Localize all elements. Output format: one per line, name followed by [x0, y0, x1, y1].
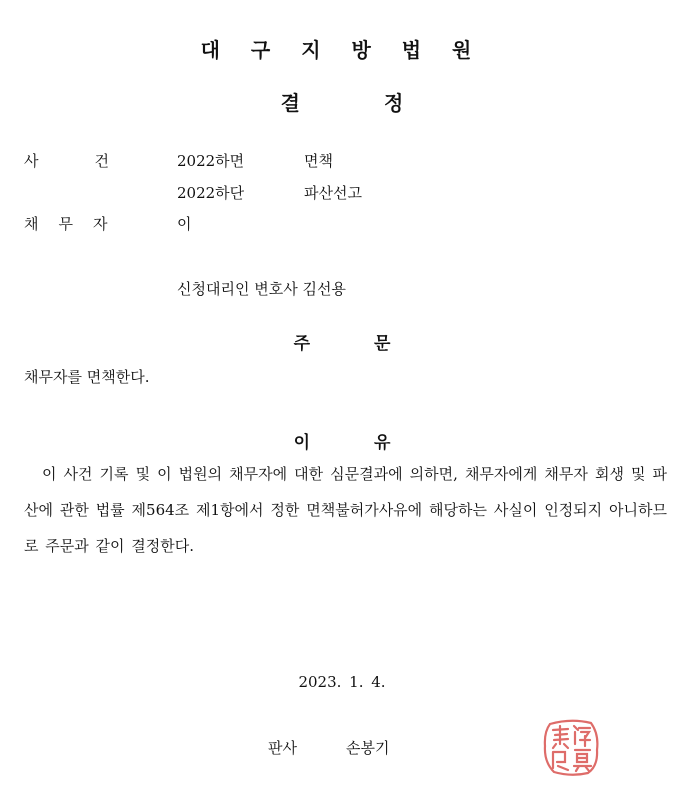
decision-date: 2023. 1. 4.	[298, 673, 386, 691]
order-text: 채무자를 면책한다.	[24, 368, 150, 386]
debtor-name: 이	[177, 215, 192, 233]
judge-name: 손봉기	[346, 739, 390, 757]
applicant-agent: 신청대리인 변호사 김선용	[177, 280, 346, 298]
reason-heading: 이유	[293, 433, 455, 453]
case-name-1: 면책	[304, 152, 333, 170]
case-number-1: 2022하면	[177, 152, 245, 170]
seal-icon	[541, 716, 601, 778]
reason-text: 이 사건 기록 및 이 법원의 채무자에 대한 심문결과에 의하면, 채무자에게 채무자 회생 및 파산에 관한 법률 제564조 제1항에서 정한 면책불허가사유에 해당하는 사실이 인정되지 아니하므로 주문과 같이 결정한다.	[24, 465, 667, 555]
judge-seal	[541, 716, 601, 778]
court-name: 대 구 지 방 법 원	[200, 38, 484, 62]
case-label: 사건	[24, 152, 165, 170]
judge-title: 판사	[268, 739, 297, 757]
order-heading: 주문	[293, 334, 455, 354]
debtor-label: 채무자	[24, 215, 128, 233]
case-number-2: 2022하단	[177, 184, 245, 202]
case-name-2: 파산선고	[304, 184, 362, 202]
document-type: 결정	[280, 91, 488, 115]
